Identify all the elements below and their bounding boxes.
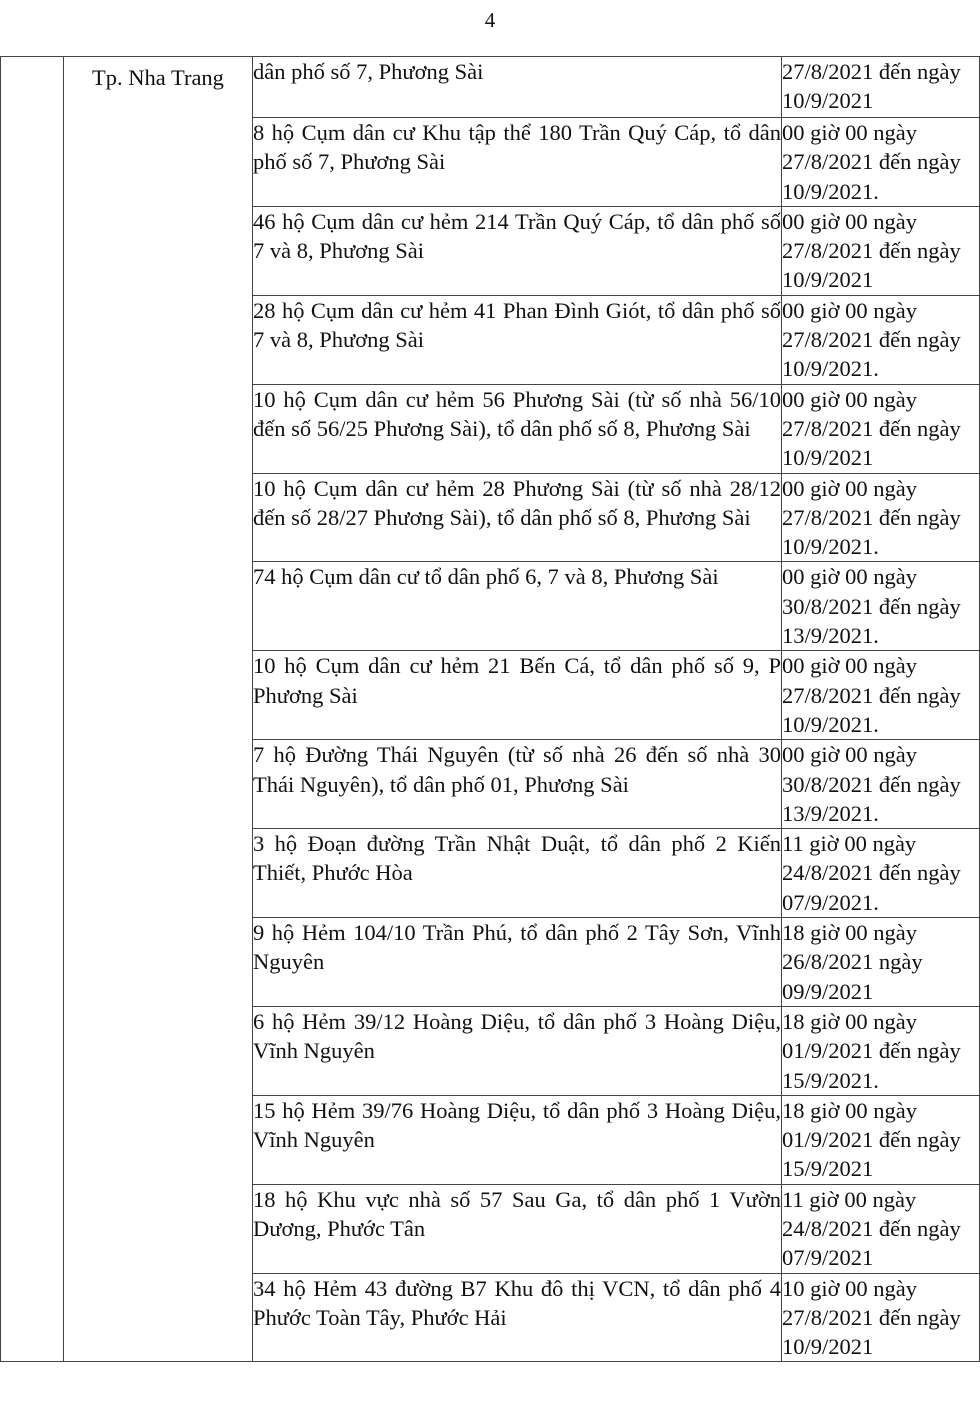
location-cell: 9 hộ Hẻm 104/10 Trần Phú, tổ dân phố 2 Tây Sơn, Vĩnh Nguyên bbox=[253, 918, 782, 1007]
time-cell: 00 giờ 00 ngày 30/8/2021 đến ngày 13/9/2021. bbox=[782, 740, 980, 829]
page-number: 4 bbox=[484, 8, 496, 32]
time-cell: 00 giờ 00 ngày 27/8/2021 đến ngày 10/9/2021. bbox=[782, 295, 980, 384]
time-cell: 18 giờ 00 ngày 01/9/2021 đến ngày 15/9/2021 bbox=[782, 1095, 980, 1184]
location-cell: 34 hộ Hẻm 43 đường B7 Khu đô thị VCN, tổ dân phố 4 Phước Toàn Tây, Phước Hải bbox=[253, 1273, 782, 1362]
location-cell: 46 hộ Cụm dân cư hẻm 214 Trần Quý Cáp, tổ dân phố số 7 và 8, Phương Sài bbox=[253, 206, 782, 295]
location-cell: 10 hộ Cụm dân cư hẻm 21 Bến Cá, tổ dân phố số 9, P Phương Sài bbox=[253, 651, 782, 740]
location-cell: 6 hộ Hẻm 39/12 Hoàng Diệu, tổ dân phố 3 Hoàng Diệu, Vĩnh Nguyên bbox=[253, 1006, 782, 1095]
location-cell: 10 hộ Cụm dân cư hẻm 28 Phương Sài (từ số nhà 28/12 đến số 28/27 Phương Sài), tổ dân phố số 8, Phương Sài bbox=[253, 473, 782, 562]
location-cell: 28 hộ Cụm dân cư hẻm 41 Phan Đình Giót, tổ dân phố số 7 và 8, Phương Sài bbox=[253, 295, 782, 384]
time-cell: 11 giờ 00 ngày 24/8/2021 đến ngày 07/9/2021. bbox=[782, 829, 980, 918]
table-row bbox=[1, 57, 980, 118]
location-cell: 10 hộ Cụm dân cư hẻm 56 Phương Sài (từ số nhà 56/10 đến số 56/25 Phương Sài), tổ dân phố số 8, Phương Sài bbox=[253, 384, 782, 473]
location-cell: 18 hộ Khu vực nhà số 57 Sau Ga, tổ dân phố 1 Vườn Dương, Phước Tân bbox=[253, 1184, 782, 1273]
location-cell: 7 hộ Đường Thái Nguyên (từ số nhà 26 đến số nhà 30 Thái Nguyên), tổ dân phố 01, Phương Sài bbox=[253, 740, 782, 829]
time-cell: 10 giờ 00 ngày 27/8/2021 đến ngày 10/9/2021 bbox=[782, 1273, 980, 1362]
time-cell: 18 giờ 00 ngày 01/9/2021 đến ngày 15/9/2021. bbox=[782, 1006, 980, 1095]
location-cell: 15 hộ Hẻm 39/76 Hoàng Diệu, tổ dân phố 3 Hoàng Diệu, Vĩnh Nguyên bbox=[253, 1095, 782, 1184]
time-cell: 11 giờ 00 ngày 24/8/2021 đến ngày 07/9/2021 bbox=[782, 1184, 980, 1273]
time-cell: 00 giờ 00 ngày 27/8/2021 đến ngày 10/9/2021. bbox=[782, 651, 980, 740]
district-cell bbox=[64, 57, 253, 1362]
location-cell: 74 hộ Cụm dân cư tổ dân phố 6, 7 và 8, Phương Sài bbox=[253, 562, 782, 651]
time-cell: 18 giờ 00 ngày 26/8/2021 ngày 09/9/2021 bbox=[782, 918, 980, 1007]
location-cell: 3 hộ Đoạn đường Trần Nhật Duật, tổ dân phố 2 Kiến Thiết, Phước Hòa bbox=[253, 829, 782, 918]
index-cell bbox=[1, 57, 64, 1362]
time-cell: 00 giờ 00 ngày 27/8/2021 đến ngày 10/9/2021 bbox=[782, 384, 980, 473]
time-cell: 00 giờ 00 ngày 27/8/2021 đến ngày 10/9/2021 bbox=[782, 206, 980, 295]
location-cell: 8 hộ Cụm dân cư Khu tập thể 180 Trần Quý Cáp, tổ dân phố số 7, Phương Sài bbox=[253, 118, 782, 207]
time-cell: 00 giờ 00 ngày 27/8/2021 đến ngày 10/9/2021. bbox=[782, 118, 980, 207]
time-cell: 00 giờ 00 ngày 30/8/2021 đến ngày 13/9/2021. bbox=[782, 562, 980, 651]
district-name: Tp. Nha Trang bbox=[92, 65, 224, 90]
quarantine-table bbox=[0, 56, 980, 1362]
time-cell: 27/8/2021 đến ngày 10/9/2021 bbox=[782, 57, 980, 118]
time-cell: 00 giờ 00 ngày 27/8/2021 đến ngày 10/9/2021. bbox=[782, 473, 980, 562]
location-cell: dân phố số 7, Phương Sài bbox=[253, 57, 782, 118]
